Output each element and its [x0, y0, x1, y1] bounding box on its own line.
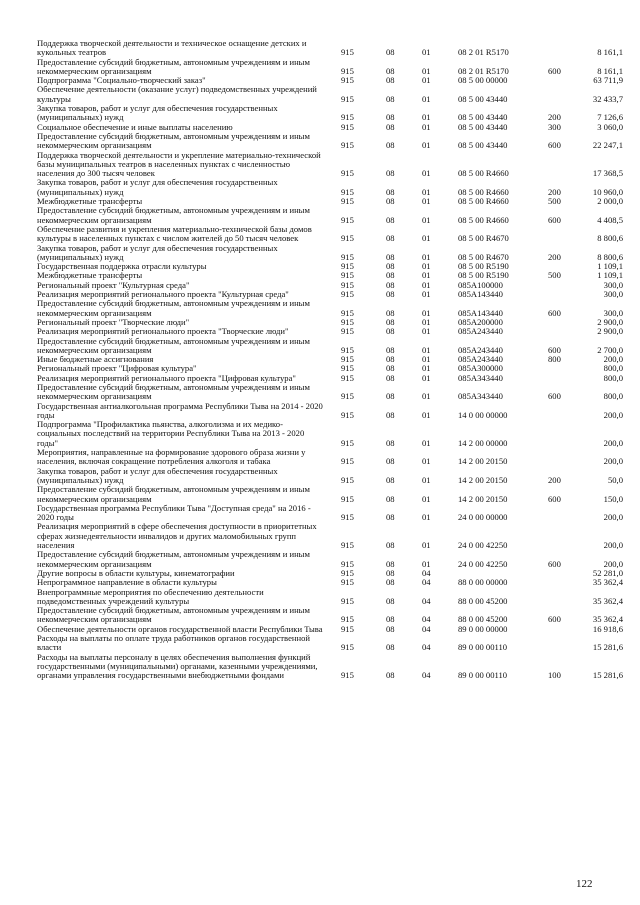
cell-amount: 800,0: [603, 391, 623, 402]
table-row: [37, 225, 627, 244]
cell-grbs: 915: [341, 186, 354, 197]
row-name: Расходы на выплаты персоналу в целях обеспечения выполнения функций государственными (муниципальными) органами, казенными учреждениями, органами управления государственными внебюджетными фондами: [37, 651, 318, 681]
cell-razdel: 08: [386, 437, 395, 448]
cell-target-article: 08 5 00 43440: [458, 112, 508, 123]
table-row: [37, 420, 627, 448]
cell-expense-type: 200: [548, 112, 561, 123]
cell-razdel: 08: [386, 233, 395, 244]
cell-razdel: 08: [386, 642, 395, 653]
table-row: [37, 467, 627, 486]
cell-podrazdel: 04: [422, 567, 431, 578]
cell-expense-type: 600: [548, 214, 561, 225]
cell-amount: 8 161,1: [597, 47, 623, 58]
cell-amount: 300,0: [603, 289, 623, 300]
cell-grbs: 915: [341, 493, 354, 504]
cell-grbs: 915: [341, 112, 354, 123]
cell-target-article: 08 2 01 R5170: [458, 47, 509, 58]
cell-target-article: 08 5 00 43440: [458, 93, 508, 104]
table-row: [37, 522, 627, 550]
cell-amount: 1 109,1: [597, 270, 623, 281]
cell-grbs: 915: [341, 614, 354, 625]
row-name: Обеспечение деятельности органов государственной власти Республики Тыва: [37, 623, 323, 634]
cell-expense-type: 100: [548, 670, 561, 681]
cell-target-article: 085A143440: [458, 307, 503, 318]
cell-razdel: 08: [386, 93, 395, 104]
cell-amount: 200,0: [603, 409, 623, 420]
cell-razdel: 08: [386, 140, 395, 151]
cell-amount: 800,0: [603, 372, 623, 383]
cell-grbs: 915: [341, 409, 354, 420]
cell-target-article: 085A343440: [458, 391, 503, 402]
cell-razdel: 08: [386, 391, 395, 402]
cell-podrazdel: 01: [422, 270, 431, 281]
cell-amount: 2 000,0: [597, 196, 623, 207]
cell-razdel: 08: [386, 168, 395, 179]
table-row: [37, 104, 627, 123]
cell-expense-type: 200: [548, 474, 561, 485]
cell-razdel: 08: [386, 307, 395, 318]
cell-expense-type: 600: [548, 344, 561, 355]
cell-amount: 7 126,6: [597, 112, 623, 123]
cell-amount: 3 060,0: [597, 121, 623, 132]
row-name: Реализация мероприятий регионального проекта "Культурная среда": [37, 289, 289, 300]
cell-target-article: 88 0 00 45200: [458, 595, 508, 606]
cell-grbs: 915: [341, 251, 354, 262]
cell-target-article: 14 2 00 20150: [458, 493, 508, 504]
cell-podrazdel: 04: [422, 595, 431, 606]
cell-razdel: 08: [386, 670, 395, 681]
cell-grbs: 915: [341, 121, 354, 132]
row-name: Реализация мероприятий регионального проекта "Цифровая культура": [37, 372, 296, 383]
cell-target-article: 08 5 00 R4670: [458, 251, 509, 262]
cell-amount: 300,0: [603, 279, 623, 290]
row-name: Иные бюджетные ассигнования: [37, 354, 154, 365]
table-row: [37, 485, 627, 504]
cell-razdel: 08: [386, 372, 395, 383]
cell-podrazdel: 01: [422, 512, 431, 523]
cell-grbs: 915: [341, 540, 354, 551]
cell-podrazdel: 01: [422, 316, 431, 327]
cell-amount: 200,0: [603, 354, 623, 365]
cell-razdel: 08: [386, 75, 395, 86]
cell-amount: 16 918,6: [592, 623, 623, 634]
cell-target-article: 085A243440: [458, 344, 503, 355]
row-name: Предоставление субсидий бюджетным, автономным учреждениям и иным некоммерческим организациям: [37, 56, 310, 76]
table-row: [37, 85, 627, 104]
cell-grbs: 915: [341, 372, 354, 383]
cell-razdel: 08: [386, 456, 395, 467]
cell-amount: 15 281,6: [592, 642, 623, 653]
cell-target-article: 08 5 00 R4660: [458, 186, 509, 197]
row-name: Подпрограмма "Социально-творческий заказ": [37, 75, 206, 86]
cell-amount: 22 247,1: [592, 140, 623, 151]
cell-grbs: 915: [341, 214, 354, 225]
cell-podrazdel: 01: [422, 307, 431, 318]
cell-grbs: 915: [341, 577, 354, 588]
cell-podrazdel: 01: [422, 196, 431, 207]
row-name: Предоставление субсидий бюджетным, автономным учреждениям и иным некоммерческим организациям: [37, 549, 310, 569]
cell-amount: 15 281,6: [592, 670, 623, 681]
cell-target-article: 08 5 00 00000: [458, 75, 508, 86]
cell-razdel: 08: [386, 279, 395, 290]
cell-amount: 200,0: [603, 437, 623, 448]
cell-target-article: 88 0 00 00000: [458, 577, 508, 588]
cell-razdel: 08: [386, 261, 395, 272]
cell-amount: 800,0: [603, 363, 623, 374]
cell-grbs: 915: [341, 391, 354, 402]
row-name: Закупка товаров, работ и услуг для обеспечения государственных (муниципальных) нужд: [37, 242, 278, 262]
cell-amount: 2 900,0: [597, 326, 623, 337]
cell-target-article: 085A100000: [458, 279, 503, 290]
cell-razdel: 08: [386, 214, 395, 225]
row-name: Мероприятия, направленные на формирование здорового образа жизни у населения, включая сокращение потребления алкоголя и табака: [37, 447, 306, 467]
cell-podrazdel: 01: [422, 344, 431, 355]
cell-podrazdel: 01: [422, 456, 431, 467]
cell-podrazdel: 01: [422, 289, 431, 300]
cell-podrazdel: 01: [422, 214, 431, 225]
table-row: [37, 244, 627, 263]
cell-razdel: 08: [386, 316, 395, 327]
cell-amount: 2 700,0: [597, 344, 623, 355]
cell-target-article: 08 5 00 R4660: [458, 214, 509, 225]
table-row: [37, 58, 627, 77]
table-row: [37, 504, 627, 523]
cell-grbs: 915: [341, 270, 354, 281]
cell-grbs: 915: [341, 65, 354, 76]
row-name: Государственная поддержка отрасли культуры: [37, 261, 207, 272]
row-name: Обеспечение деятельности (оказание услуг) подведомственных учреждений культуры: [37, 84, 317, 104]
cell-razdel: 08: [386, 493, 395, 504]
cell-grbs: 915: [341, 437, 354, 448]
cell-expense-type: 600: [548, 493, 561, 504]
cell-amount: 200,0: [603, 512, 623, 523]
row-name: Предоставление субсидий бюджетным, автономным учреждениям и иным некоммерческим организациям: [37, 335, 310, 355]
cell-amount: 32 433,7: [592, 93, 623, 104]
cell-razdel: 08: [386, 567, 395, 578]
cell-amount: 1 109,1: [597, 261, 623, 272]
cell-razdel: 08: [386, 595, 395, 606]
row-name: Предоставление субсидий бюджетным, автономным учреждениям и иным некоммерческим организациям: [37, 605, 310, 625]
cell-podrazdel: 01: [422, 493, 431, 504]
cell-grbs: 915: [341, 233, 354, 244]
page-number: 122: [576, 878, 593, 890]
cell-podrazdel: 01: [422, 279, 431, 290]
cell-target-article: 085A143440: [458, 289, 503, 300]
cell-grbs: 915: [341, 279, 354, 290]
row-name: Обеспечение развития и укрепления материально-технической базы домов культуры в населенных пунктах с числом жителей до 50 тысяч человек: [37, 223, 312, 244]
cell-razdel: 08: [386, 363, 395, 374]
cell-razdel: 08: [386, 270, 395, 281]
cell-grbs: 915: [341, 47, 354, 58]
cell-expense-type: 600: [548, 558, 561, 569]
table-row: [37, 653, 627, 681]
row-name: Предоставление субсидий бюджетным, автономным учреждениям и иным некоммерческим организациям: [37, 298, 310, 318]
cell-grbs: 915: [341, 567, 354, 578]
cell-razdel: 08: [386, 614, 395, 625]
cell-podrazdel: 01: [422, 75, 431, 86]
cell-grbs: 915: [341, 196, 354, 207]
table-row: [37, 402, 627, 421]
cell-grbs: 915: [341, 307, 354, 318]
cell-razdel: 08: [386, 354, 395, 365]
table-row: [37, 448, 627, 467]
cell-target-article: 24 0 00 42250: [458, 558, 508, 569]
row-name: Социальное обеспечение и иные выплаты населению: [37, 121, 233, 132]
cell-target-article: 08 5 00 R5190: [458, 270, 509, 281]
cell-target-article: 88 0 00 45200: [458, 614, 508, 625]
cell-razdel: 08: [386, 196, 395, 207]
cell-target-article: 085A200000: [458, 316, 503, 327]
cell-expense-type: 600: [548, 391, 561, 402]
cell-podrazdel: 01: [422, 437, 431, 448]
cell-podrazdel: 01: [422, 372, 431, 383]
table-row: [37, 588, 627, 607]
cell-podrazdel: 01: [422, 409, 431, 420]
row-name: Межбюджетные трансферты: [37, 270, 143, 281]
cell-expense-type: 200: [548, 186, 561, 197]
cell-target-article: 08 5 00 43440: [458, 121, 508, 132]
cell-podrazdel: 01: [422, 121, 431, 132]
cell-podrazdel: 01: [422, 112, 431, 123]
cell-amount: 35 362,4: [592, 614, 623, 625]
cell-razdel: 08: [386, 65, 395, 76]
cell-podrazdel: 01: [422, 140, 431, 151]
cell-amount: 200,0: [603, 558, 623, 569]
cell-razdel: 08: [386, 47, 395, 58]
cell-razdel: 08: [386, 112, 395, 123]
budget-table: [37, 39, 627, 680]
row-name: Предоставление субсидий бюджетным, автономным учреждениям и иным некоммерческим организациям: [37, 381, 310, 402]
cell-podrazdel: 01: [422, 168, 431, 179]
cell-amount: 35 362,4: [592, 595, 623, 606]
cell-amount: 200,0: [603, 456, 623, 467]
cell-target-article: 085A243440: [458, 326, 503, 337]
cell-target-article: 085A300000: [458, 363, 503, 374]
cell-expense-type: 500: [548, 270, 561, 281]
row-name: Межбюджетные трансферты: [37, 196, 143, 207]
row-name: Внепрограммные мероприятия по обеспечению деятельности подведомственных учреждений культуры: [37, 586, 264, 606]
cell-target-article: 89 0 00 00110: [458, 670, 508, 681]
cell-grbs: 915: [341, 344, 354, 355]
row-name: Предоставление субсидий бюджетным, автономным учреждениям и иным некоммерческим организациям: [37, 205, 310, 225]
cell-expense-type: 500: [548, 196, 561, 207]
table-row: [37, 178, 627, 197]
cell-target-article: 085A243440: [458, 354, 503, 365]
cell-razdel: 08: [386, 512, 395, 523]
table-row: [37, 132, 627, 151]
cell-podrazdel: 01: [422, 354, 431, 365]
row-name: Поддержка творческой деятельности и укрепление материально-технической базы муниципальных театров в населенных пунктах с численностью населения до 300 тысяч человек: [37, 149, 321, 179]
cell-amount: 63 711,9: [593, 75, 623, 86]
row-name: Поддержка творческой деятельности и техническое оснащение детских и кукольных театров: [37, 38, 307, 58]
cell-amount: 8 800,6: [597, 233, 623, 244]
cell-grbs: 915: [341, 642, 354, 653]
cell-amount: 300,0: [603, 307, 623, 318]
row-name: Реализация мероприятий регионального проекта "Творческие люди": [37, 326, 289, 337]
cell-grbs: 915: [341, 670, 354, 681]
cell-target-article: 24 0 00 00000: [458, 512, 508, 523]
table-row: [37, 606, 627, 625]
cell-podrazdel: 04: [422, 614, 431, 625]
cell-podrazdel: 01: [422, 474, 431, 485]
cell-podrazdel: 01: [422, 363, 431, 374]
cell-target-article: 14 2 00 00000: [458, 437, 508, 448]
cell-target-article: 14 2 00 20150: [458, 456, 508, 467]
table-row: [37, 39, 627, 58]
cell-target-article: 085A343440: [458, 372, 503, 383]
cell-target-article: 14 2 00 20150: [458, 474, 508, 485]
cell-expense-type: 600: [548, 307, 561, 318]
row-name: Непрограммное направление в области культуры: [37, 577, 217, 588]
row-name: Региональный проект "Цифровая культура": [37, 363, 197, 374]
cell-podrazdel: 04: [422, 670, 431, 681]
cell-razdel: 08: [386, 474, 395, 485]
cell-podrazdel: 01: [422, 558, 431, 569]
cell-amount: 150,0: [603, 493, 623, 504]
cell-razdel: 08: [386, 409, 395, 420]
table-row: [37, 299, 627, 318]
cell-expense-type: 200: [548, 251, 561, 262]
cell-target-article: 08 5 00 R4660: [458, 196, 509, 207]
cell-target-article: 08 5 00 43440: [458, 140, 508, 151]
cell-podrazdel: 04: [422, 577, 431, 588]
row-name: Расходы на выплаты по оплате труда работников органов государственной власти: [37, 633, 310, 653]
cell-target-article: 24 0 00 42250: [458, 540, 508, 551]
cell-podrazdel: 01: [422, 47, 431, 58]
cell-expense-type: 600: [548, 614, 561, 625]
cell-razdel: 08: [386, 623, 395, 634]
cell-amount: 8 800,6: [597, 251, 623, 262]
cell-grbs: 915: [341, 93, 354, 104]
cell-podrazdel: 01: [422, 391, 431, 402]
cell-amount: 17 368,5: [592, 168, 623, 179]
row-name: Региональный проект "Культурная среда": [37, 279, 190, 290]
cell-razdel: 08: [386, 540, 395, 551]
cell-grbs: 915: [341, 595, 354, 606]
table-row: [37, 151, 627, 179]
cell-grbs: 915: [341, 456, 354, 467]
cell-razdel: 08: [386, 558, 395, 569]
cell-razdel: 08: [386, 577, 395, 588]
cell-podrazdel: 01: [422, 540, 431, 551]
row-name: Реализация мероприятий в сфере обеспечения доступности в приоритетных сферах жизнедеятельности инвалидов и других маломобильных групп населения: [37, 521, 317, 551]
cell-expense-type: 600: [548, 65, 561, 76]
table-row: [37, 634, 627, 653]
cell-expense-type: 600: [548, 140, 561, 151]
cell-podrazdel: 01: [422, 261, 431, 272]
cell-razdel: 08: [386, 251, 395, 262]
cell-grbs: 915: [341, 316, 354, 327]
row-name: Предоставление субсидий бюджетным, автономным учреждениям и иным некоммерческим организациям: [37, 130, 310, 151]
cell-razdel: 08: [386, 344, 395, 355]
cell-podrazdel: 01: [422, 326, 431, 337]
cell-grbs: 915: [341, 474, 354, 485]
cell-podrazdel: 04: [422, 623, 431, 634]
table-row: [37, 550, 627, 569]
row-name: Региональный проект "Творческие люди": [37, 316, 190, 327]
cell-amount: 35 362,4: [592, 577, 623, 588]
cell-expense-type: 800: [548, 354, 561, 365]
cell-razdel: 08: [386, 326, 395, 337]
row-name: Предоставление субсидий бюджетным, автономным учреждениям и иным некоммерческим организациям: [37, 484, 310, 504]
cell-grbs: 915: [341, 75, 354, 86]
cell-grbs: 915: [341, 623, 354, 634]
cell-target-article: 89 0 00 00000: [458, 623, 508, 634]
cell-grbs: 915: [341, 558, 354, 569]
row-name: Закупка товаров, работ и услуг для обеспечения государственных (муниципальных) нужд: [37, 177, 278, 197]
row-name: Другие вопросы в области культуры, кинематографии: [37, 567, 235, 578]
cell-razdel: 08: [386, 186, 395, 197]
cell-amount: 2 900,0: [597, 316, 623, 327]
cell-amount: 50,0: [607, 474, 623, 485]
cell-podrazdel: 01: [422, 186, 431, 197]
cell-razdel: 08: [386, 121, 395, 132]
cell-grbs: 915: [341, 363, 354, 374]
row-name: Подпрограмма "Профилактика пьянства, алкоголизма и их медико-социальных последствий на территории Республики Тыва на 2013 - 2020 годы": [37, 419, 305, 448]
cell-grbs: 915: [341, 168, 354, 179]
cell-podrazdel: 01: [422, 233, 431, 244]
cell-target-article: 08 5 00 R4660: [458, 168, 509, 179]
table-row: [37, 337, 627, 356]
cell-target-article: 08 2 01 R5170: [458, 65, 509, 76]
row-name: Закупка товаров, работ и услуг для обеспечения государственных (муниципальных) нужд: [37, 465, 278, 485]
cell-podrazdel: 01: [422, 93, 431, 104]
cell-grbs: 915: [341, 140, 354, 151]
cell-podrazdel: 04: [422, 642, 431, 653]
cell-grbs: 915: [341, 512, 354, 523]
cell-amount: 52 281,0: [592, 567, 623, 578]
cell-amount: 8 161,1: [597, 65, 623, 76]
cell-grbs: 915: [341, 289, 354, 300]
table-row: [37, 206, 627, 225]
cell-target-article: 14 0 00 00000: [458, 409, 508, 420]
cell-amount: 4 408,5: [597, 214, 623, 225]
row-name: Закупка товаров, работ и услуг для обеспечения государственных (муниципальных) нужд: [37, 103, 278, 123]
cell-amount: 200,0: [603, 540, 623, 551]
table-row: [37, 383, 627, 402]
cell-razdel: 08: [386, 289, 395, 300]
cell-grbs: 915: [341, 326, 354, 337]
cell-target-article: 89 0 00 00110: [458, 642, 508, 653]
row-name: Государственная антиалкогольная программа Республики Тыва на 2014 - 2020 годы: [37, 400, 323, 420]
cell-grbs: 915: [341, 354, 354, 365]
cell-expense-type: 300: [548, 121, 561, 132]
cell-target-article: 08 5 00 R5190: [458, 261, 509, 272]
cell-podrazdel: 01: [422, 251, 431, 262]
row-name: Государственная программа Республики Тыва "Доступная среда" на 2016 - 2020 годы: [37, 502, 311, 523]
cell-podrazdel: 01: [422, 65, 431, 76]
cell-amount: 10 960,0: [592, 186, 623, 197]
cell-target-article: 08 5 00 R4670: [458, 233, 509, 244]
cell-grbs: 915: [341, 261, 354, 272]
